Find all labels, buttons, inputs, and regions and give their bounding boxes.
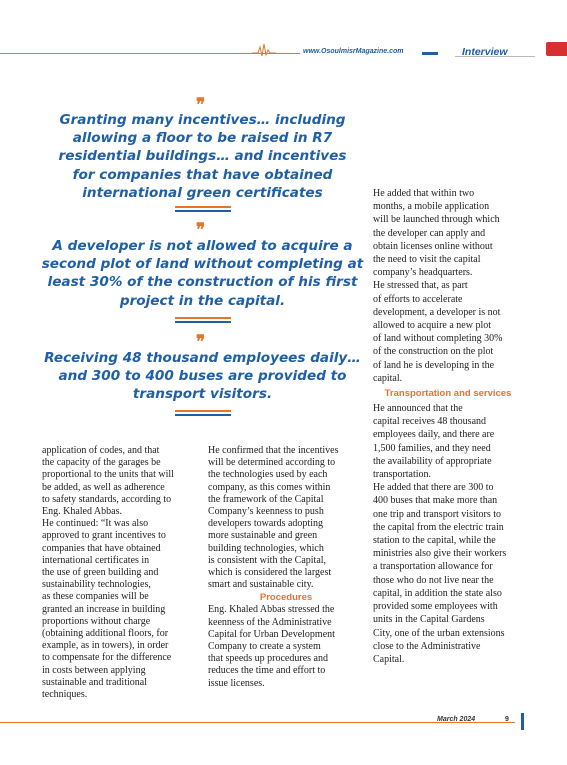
- body-line: the framework of the Capital: [208, 493, 324, 505]
- body-line: of land he is developing in the: [373, 359, 495, 371]
- body-line: station to the capital, while the: [373, 535, 496, 547]
- body-line: be added, as well as adherence: [42, 481, 165, 493]
- body-line: proportional to the units that will: [42, 469, 174, 481]
- pull-quote-line: allowing a floor to be raised in R7: [72, 130, 333, 147]
- pull-quote-1: [40, 111, 365, 202]
- quote-mark-icon: ❞: [196, 220, 206, 239]
- body-line: He confirmed that the incentives: [208, 445, 339, 456]
- pull-quote-2: [40, 237, 365, 310]
- body-line: He added that within two: [373, 188, 475, 199]
- subheading-transportation: Transportation and services: [384, 388, 512, 400]
- section-tab: [546, 42, 567, 56]
- body-line: sustainable and traditional: [42, 676, 147, 688]
- body-line: employees daily, and there are: [373, 429, 495, 441]
- body-line: the capital from the electric train: [373, 521, 504, 533]
- body-line: the developer can apply and: [373, 227, 486, 239]
- pull-quote-line: Receiving 48 thousand employees daily…: [44, 350, 361, 366]
- body-line: the need to visit the capital: [373, 254, 481, 266]
- body-line: will be launched through which: [373, 214, 500, 226]
- body-line: in costs between applying: [42, 664, 146, 676]
- body-line: He announced that the: [373, 403, 463, 415]
- body-line: 1,500 families, and they need: [373, 442, 491, 454]
- body-line: companies that have obtained: [42, 542, 161, 554]
- section-rule: [455, 56, 535, 57]
- body-line: 400 buses that make more than: [373, 495, 498, 507]
- quote-mark-icon: ❞: [196, 95, 206, 114]
- issue-date: March 2024: [437, 716, 476, 723]
- body-line: reduces the time and effort to: [208, 665, 326, 677]
- body-line: months, a mobile application: [373, 201, 490, 213]
- pull-quote-line: project in the capital.: [119, 292, 286, 309]
- body-line: is consistent with the Capital,: [208, 554, 327, 566]
- subheading-procedures: Procedures: [259, 592, 313, 604]
- body-line: issue licenses.: [208, 677, 265, 689]
- body-line: Eng. Khaled Abbas stressed the: [208, 604, 335, 616]
- body-line: obtain licenses online without: [373, 240, 493, 252]
- body-line: developers towards adopting: [208, 518, 323, 530]
- body-line: He added that there are 300 to: [373, 482, 494, 494]
- page-number: 9: [505, 716, 509, 723]
- body-line: building technologies, which: [208, 542, 324, 554]
- body-column-right: [373, 187, 523, 666]
- body-line: close to the Administrative: [373, 640, 481, 652]
- pull-quote-line: Granting many incentives… including: [59, 112, 346, 128]
- body-line: granted an increase in building: [42, 603, 166, 615]
- body-line: capital.: [373, 372, 403, 384]
- body-line: allowed to acquire a new plot: [373, 320, 492, 332]
- body-line: Capital for Urban Development: [208, 628, 335, 640]
- body-line: the capacity of the garages be: [42, 457, 161, 469]
- body-line: transportation.: [373, 469, 432, 481]
- body-line: provided some employees with: [373, 601, 498, 613]
- pull-quote-line: and 300 to 400 buses are provided to: [58, 368, 347, 385]
- body-line: application of codes, and that: [42, 445, 160, 456]
- section-title: Interview: [462, 46, 508, 58]
- body-line: units in the Capital Gardens: [373, 614, 485, 626]
- body-line: (obtaining additional floors, for: [42, 628, 169, 640]
- body-line: capital receives 48 thousand: [373, 416, 487, 428]
- body-line: to safety standards, according to: [42, 493, 172, 505]
- body-line: of land without completing 30%: [373, 333, 503, 345]
- body-line: will be determined according to: [208, 457, 336, 469]
- body-line: Eng. Khaled Abbas.: [42, 506, 122, 518]
- pull-quote-line: transport visitors.: [132, 386, 273, 403]
- body-line: those who do not live near the: [373, 574, 494, 586]
- body-line: smart and sustainable city.: [208, 579, 314, 591]
- body-line: of the construction on the plot: [373, 346, 494, 358]
- body-line: Company’s keenness to push: [208, 506, 324, 518]
- body-line: company, as this comes within: [208, 481, 331, 493]
- body-line: the use of green building and: [42, 567, 159, 579]
- body-line: City, one of the urban extensions: [373, 627, 505, 639]
- body-line: more sustainable and green: [208, 530, 318, 542]
- body-line: approved to grant incentives to: [42, 530, 166, 542]
- pulse-wave-icon: [252, 42, 276, 58]
- body-line: ministries also give their workers: [373, 548, 507, 560]
- body-line: that speeds up procedures and: [208, 653, 328, 665]
- body-line: which is considered the largest: [208, 567, 332, 579]
- body-line: proportions without charge: [42, 615, 151, 627]
- body-line: international certificates in: [42, 554, 150, 566]
- pull-quote-line: for companies that have obtained: [72, 166, 333, 183]
- body-line: Capital.: [373, 653, 405, 665]
- body-line: to compensate for the difference: [42, 652, 172, 664]
- body-line: of efforts to accelerate: [373, 293, 463, 305]
- body-line: techniques.: [42, 689, 88, 701]
- body-line: development, a developer is not: [373, 306, 501, 318]
- body-line: capital, in addition the state also: [373, 587, 502, 599]
- body-line: Company to create a system: [208, 641, 321, 653]
- pull-quote-line: residential buildings… and incentives: [58, 148, 347, 165]
- pull-quote-line: A developer is not allowed to acquire a: [52, 238, 353, 254]
- body-line: as these companies will be: [42, 591, 149, 603]
- body-line: keenness of the Administrative: [208, 616, 332, 628]
- body-line: company’s headquarters.: [373, 267, 473, 279]
- body-line: sustainability technologies,: [42, 579, 151, 591]
- pull-quote-3: [40, 349, 365, 404]
- body-line: a transportation allowance for: [373, 561, 493, 573]
- pull-quote-line: least 30% of the construction of his first: [47, 274, 358, 291]
- body-column-left: [42, 445, 204, 701]
- pull-quote-line: international green certificates: [82, 184, 323, 201]
- body-line: the availability of appropriate: [373, 455, 492, 467]
- website-dash: [422, 52, 438, 55]
- body-line: one trip and transport visitors to: [373, 508, 502, 520]
- footer-bar: [521, 713, 524, 730]
- body-line: the technologies used by each: [208, 469, 328, 481]
- body-line: example, as in towers), in order: [42, 640, 169, 652]
- quote-mark-icon: ❞: [196, 332, 206, 351]
- pull-quote-line: second plot of land without completing at: [41, 256, 364, 273]
- body-line: He continued: “It was also: [42, 518, 149, 530]
- body-column-middle: [208, 445, 364, 690]
- website-url[interactable]: www.OsoulmisrMagazine.com: [303, 48, 404, 55]
- body-line: He stressed that, as part: [373, 280, 468, 292]
